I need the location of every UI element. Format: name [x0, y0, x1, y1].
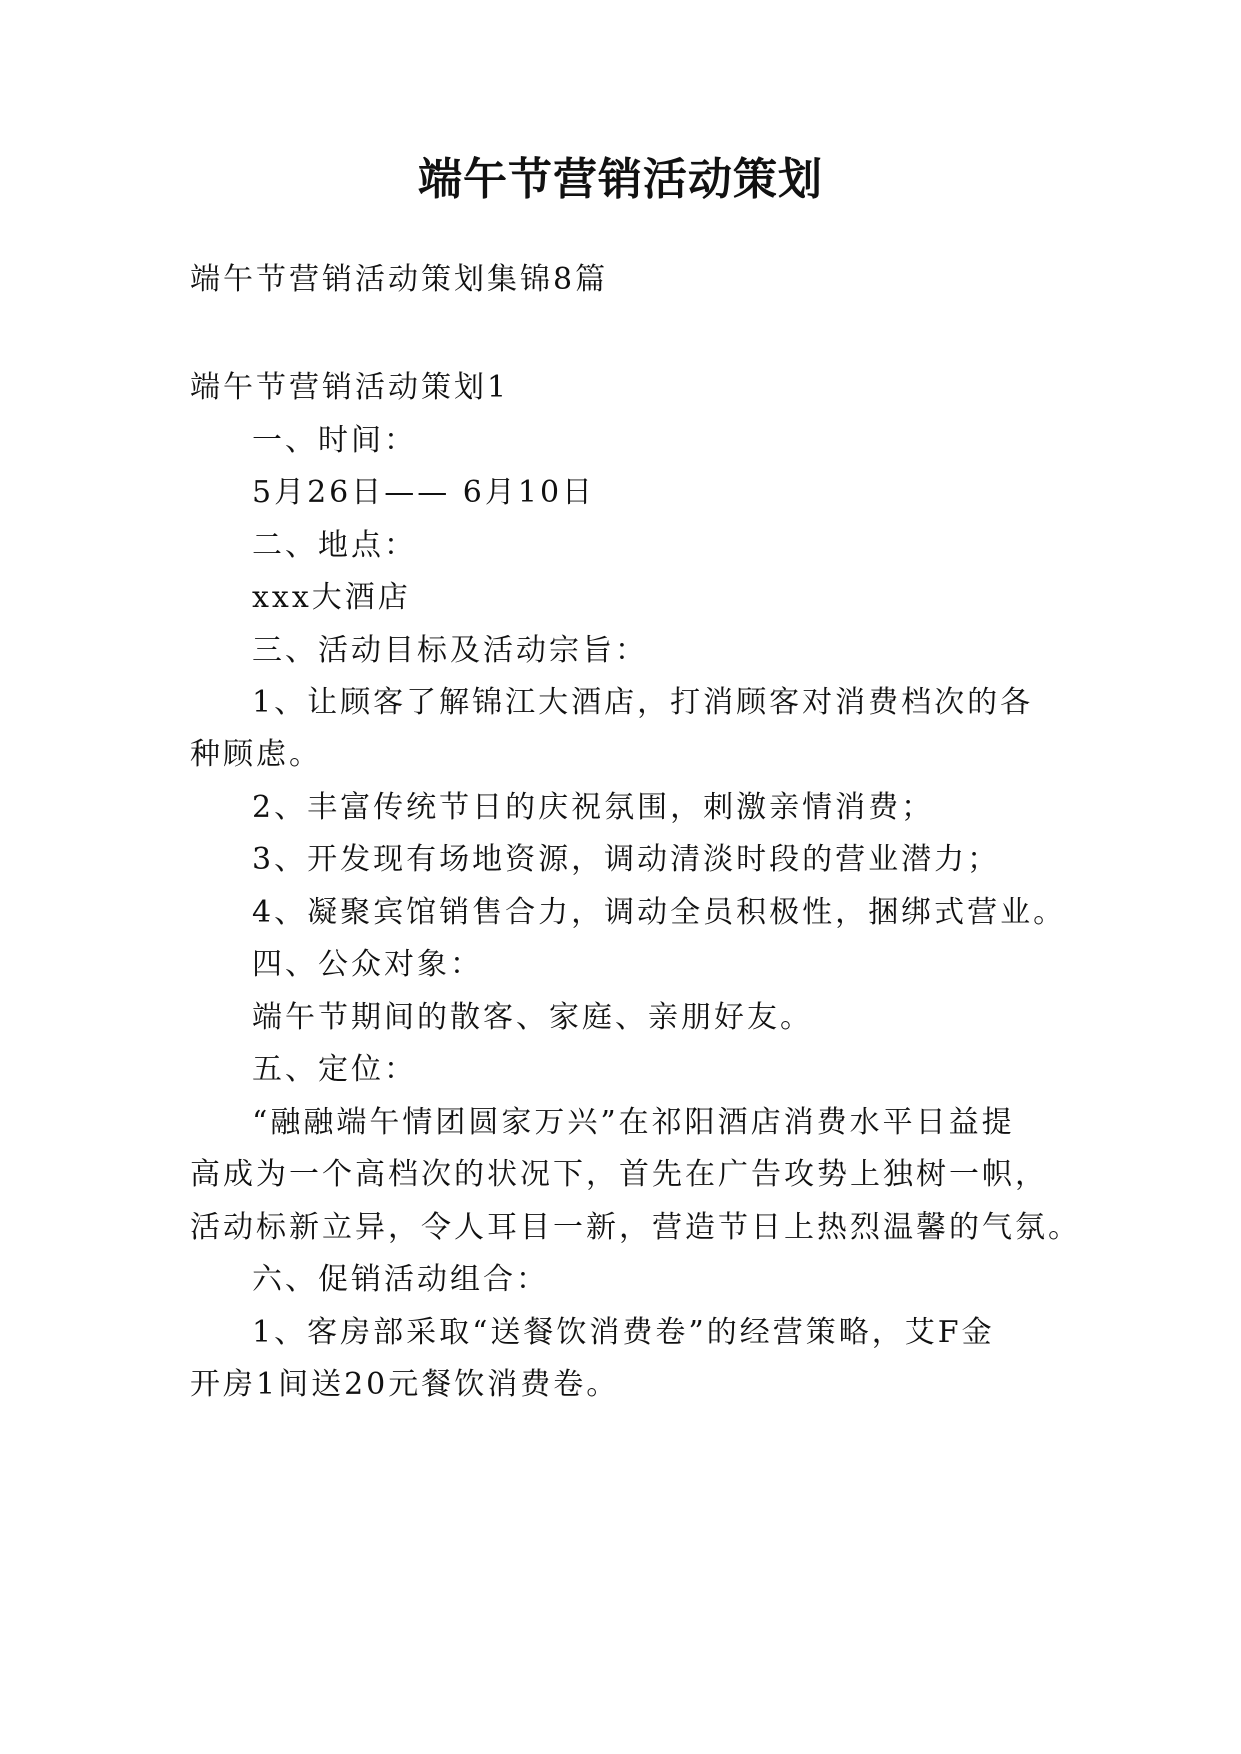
location-value: xxx大酒店 [252, 580, 411, 615]
positioning-line-1: “融融端午情团圆家万兴”在祁阳酒店消费水平日益提 [252, 1105, 1015, 1140]
promotion-1-line-2: 开房1间送20元餐饮消费卷。 [190, 1367, 620, 1402]
heading-audience: 四、公众对象： [252, 947, 483, 982]
heading-location: 二、地点： [252, 528, 417, 563]
goal-1-line-1: 1、让顾客了解锦江大酒店，打消顾客对消费档次的各 [252, 685, 1034, 720]
time-value: 5月26日—— 6月10日 [252, 475, 596, 510]
heading-promotion: 六、促销活动组合： [252, 1262, 549, 1297]
positioning-line-3: 活动标新立异，令人耳目一新，营造节日上热烈温馨的气氛。 [190, 1210, 1081, 1245]
goal-4: 4、凝聚宾馆销售合力，调动全员积极性，捆绑式营业。 [252, 895, 1067, 930]
goal-1-line-2: 种顾虑。 [190, 737, 322, 772]
heading-time: 一、时间： [252, 423, 417, 458]
page-title: 端午节营销活动策划 [418, 154, 823, 205]
goal-3: 3、开发现有场地资源，调动清淡时段的营业潜力； [252, 842, 1001, 877]
heading-goals: 三、活动目标及活动宗旨： [252, 633, 648, 668]
positioning-line-2: 高成为一个高档次的状况下，首先在广告攻势上独树一帜， [190, 1157, 1048, 1192]
audience-value: 端午节期间的散客、家庭、亲朋好友。 [252, 1000, 813, 1035]
promotion-1-line-1: 1、客房部采取“送餐饮消费卷”的经营策略，艾F金 [252, 1315, 995, 1350]
heading-positioning: 五、定位： [252, 1052, 417, 1087]
goal-2: 2、丰富传统节日的庆祝氛围，刺激亲情消费； [252, 790, 935, 825]
section-heading: 端午节营销活动策划1 [190, 370, 510, 405]
document-subtitle: 端午节营销活动策划集锦8篇 [190, 262, 609, 297]
